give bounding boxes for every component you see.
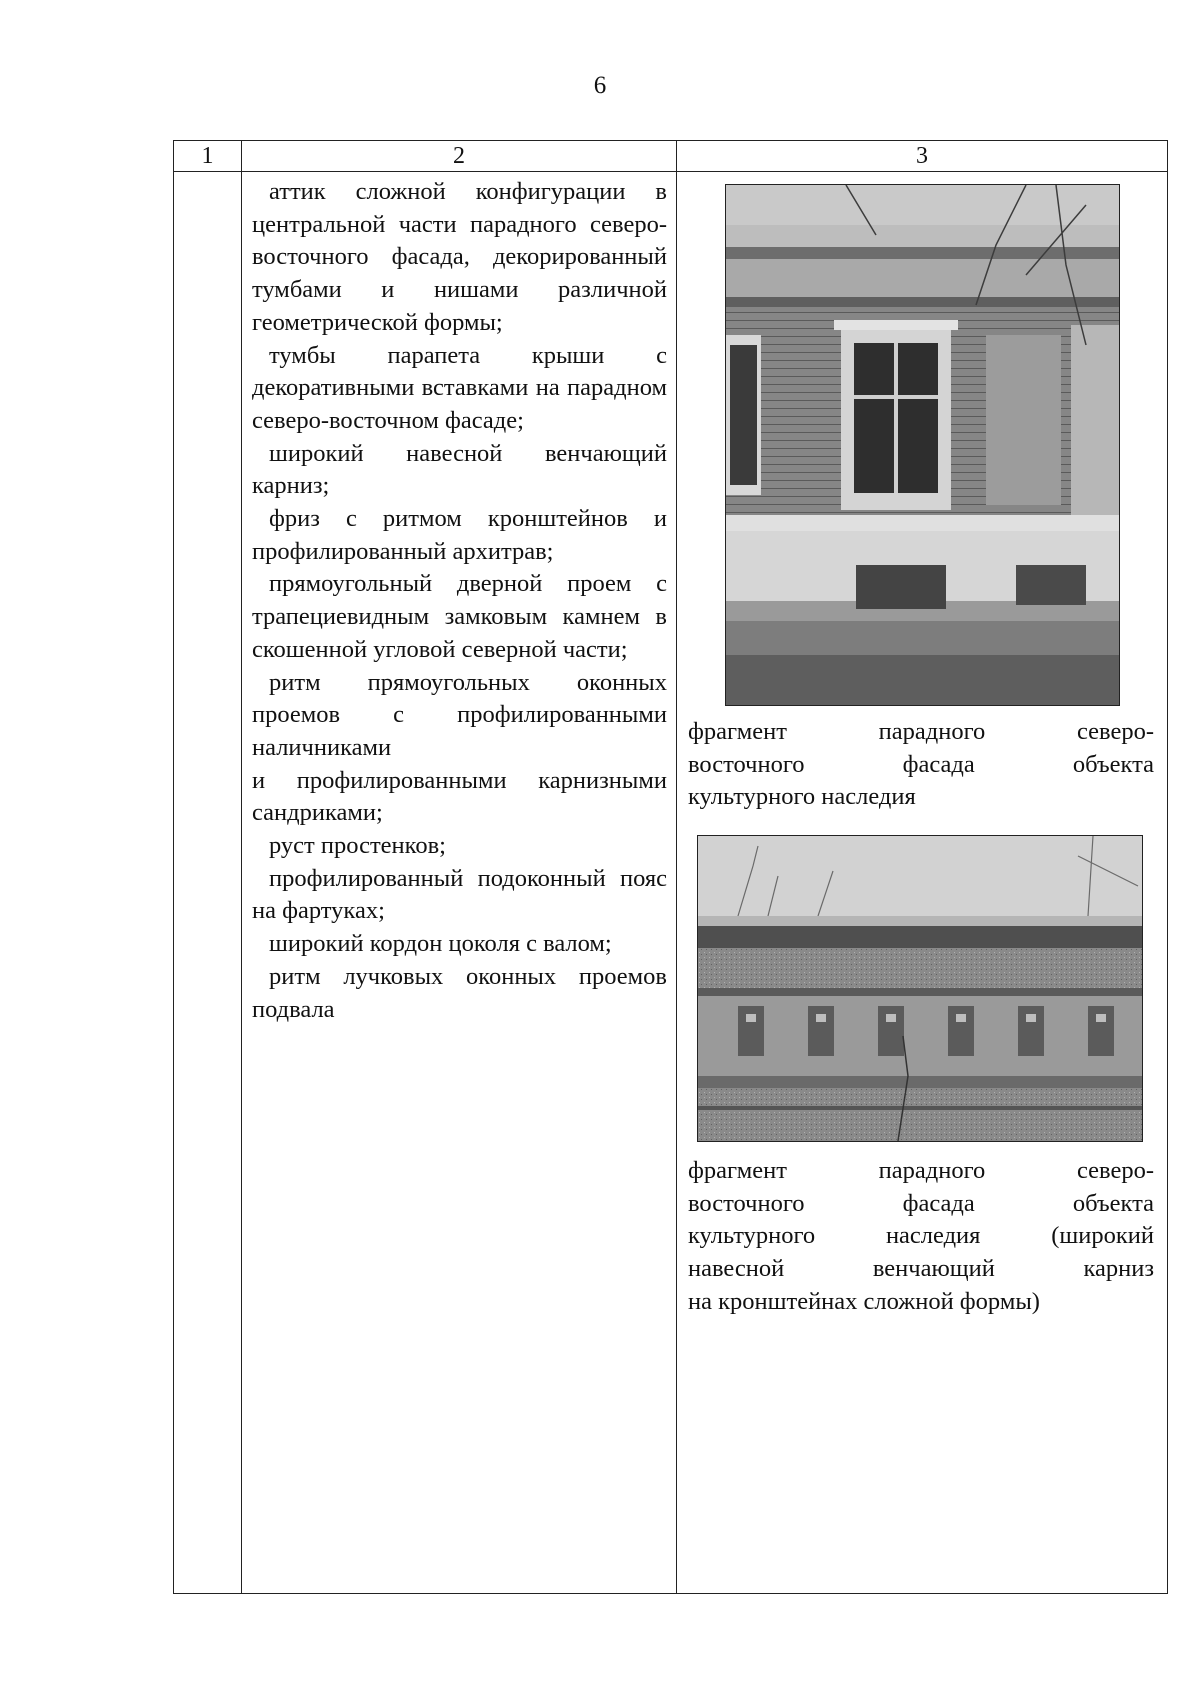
description-cell: [242, 172, 677, 1594]
description-item: профилированный подоконный пояс на фартуках;: [252, 864, 667, 925]
facade-photo-caption: [688, 716, 1154, 814]
description-item: тумбы парапета крыши с декоративными вставками на парадном северо-восточном фасаде;: [252, 341, 667, 434]
caption-line: фрагмент парадного северо-: [688, 718, 1154, 745]
column-header-3: 3: [677, 141, 1168, 172]
facade-photo-icon: [725, 184, 1120, 706]
cornice-photo-icon: [697, 835, 1143, 1142]
caption-line: культурного наследия (широкий: [688, 1222, 1154, 1250]
table-header-row: [174, 141, 1168, 172]
cornice-photo-caption: [688, 1155, 1154, 1319]
column-header-1: 1: [174, 141, 242, 172]
description-item: широкий навесной венчающий карниз;: [252, 439, 667, 500]
document-table: [173, 140, 1168, 1594]
description-item: прямоугольный дверной проем с трапециевидным замковым камнем в скошенной угловой северной части;: [252, 570, 667, 663]
description-item: аттик сложной конфигурации в центральной части парадного северо-восточного фасада, декорированный тумбами и нишами различной геометрической формы;: [252, 178, 667, 336]
table-body-row: [174, 172, 1168, 1594]
caption-line: восточного фасада объекта: [688, 1189, 1154, 1217]
caption-line: восточного фасада объекта: [688, 750, 1154, 778]
page-number: 6: [593, 72, 607, 99]
description-item: руст простенков;: [269, 832, 446, 860]
photos-cell: [677, 172, 1168, 1594]
caption-line: культурного наследия: [688, 783, 916, 811]
caption-line: фрагмент парадного северо-: [688, 1157, 1154, 1184]
caption-line: навесной венчающий карниз: [688, 1255, 1154, 1283]
description-item: широкий кордон цоколя с валом;: [269, 930, 612, 958]
column-1-cell: [174, 172, 242, 1594]
column-header-2: 2: [242, 141, 677, 172]
caption-line: на кронштейнах сложной формы): [688, 1287, 1040, 1315]
description-item: ритм лучковых оконных проемов подвала: [252, 962, 667, 1023]
description-item: и профилированными карнизными сандриками;: [252, 766, 667, 827]
description-item: ритм прямоугольных оконных проемов с профилированными наличниками: [252, 668, 667, 761]
description-item: фриз с ритмом кронштейнов и профилированный архитрав;: [252, 505, 667, 565]
